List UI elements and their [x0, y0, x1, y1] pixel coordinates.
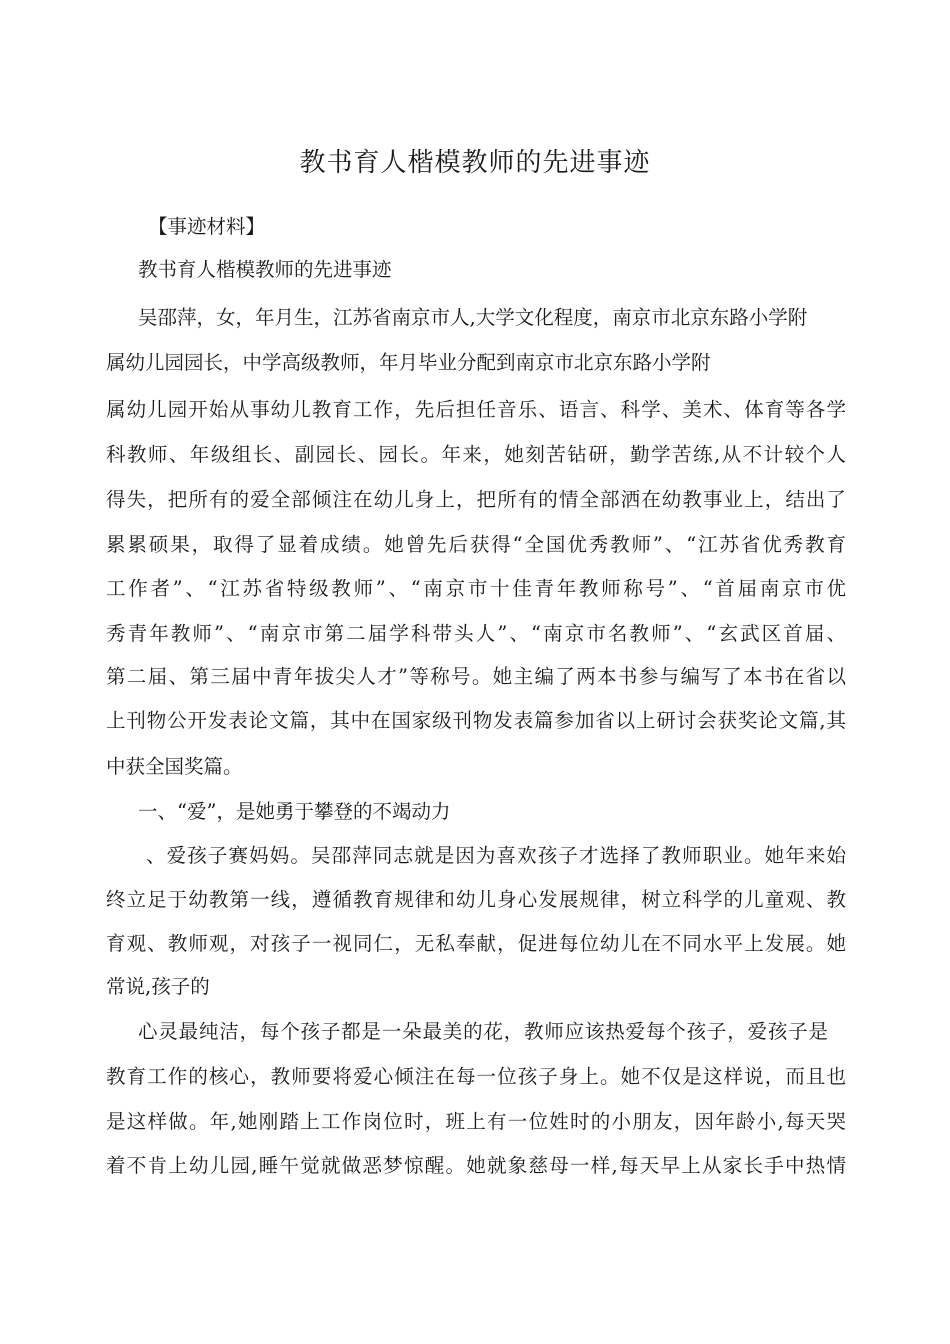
paragraph-line: 吴邵萍，女，年月生，江苏省南京市人,大学文化程度，南京市北京东路小学附: [138, 306, 808, 329]
paragraph-line: 育观、教师观，对孩子一视同仁，无私奉献，促进每位幼儿在不同水平上发展。她: [106, 932, 846, 955]
paragraph-line: 常说,孩子的: [106, 975, 210, 998]
paragraph-line: 属幼儿园园长，中学高级教师，年月毕业分配到南京市北京东路小学附: [106, 351, 711, 374]
paragraph-line: 秀青年教师”、“南京市第二届学科带头人”、“南京市名教师”、“玄武区首届、: [106, 622, 846, 645]
paragraph-line: 是这样做。年,她刚踏上工作岗位时，班上有一位姓时的小朋友，因年龄小,每天哭: [106, 1110, 846, 1133]
paragraph-line: 工作者”、“江苏省特级教师”、“南京市十佳青年教师称号”、“首届南京市优: [106, 577, 846, 600]
paragraph-line: 属幼儿园开始从事幼儿教育工作，先后担任音乐、语言、科学、美术、体育等各学: [106, 398, 846, 421]
paragraph-line: 心灵最纯洁，每个孩子都是一朵最美的花，教师应该热爱每个孩子，爱孩子是: [138, 1020, 828, 1043]
paragraph-line: 中获全国奖篇。: [106, 755, 243, 778]
paragraph-line: 科教师、年级组长、副园长、园长。年来，她刻苦钻研，勤学苦练,从不计较个人: [106, 443, 846, 466]
subtitle-line: 教书育人楷模教师的先进事迹: [138, 258, 392, 281]
section-heading: 一、“爱”，是她勇于攀登的不竭动力: [138, 800, 451, 823]
paragraph-line: 、爱孩子赛妈妈。吴邵萍同志就是因为喜欢孩子才选择了教师职业。她年来始: [146, 844, 846, 867]
paragraph-line: 上刊物公开发表论文篇，其中在国家级刊物发表篇参加省以上研讨会获奖论文篇,其: [106, 709, 846, 732]
paragraph-line: 累累硕果，取得了显着成绩。她曾先后获得“全国优秀教师”、“江苏省优秀教育: [106, 533, 846, 556]
section-label: 【事迹材料】: [148, 215, 266, 238]
paragraph-line: 终立足于幼教第一线，遵循教育规律和幼儿身心发展规律，树立科学的儿童观、教: [106, 888, 846, 911]
paragraph-line: 第二届、第三届中青年拔尖人才”等称号。她主编了两本书参与编写了本书在省以: [106, 665, 846, 688]
paragraph-line: 教育工作的核心，教师要将爱心倾注在每一位孩子身上。她不仅是这样说，而且也: [106, 1065, 846, 1088]
paragraph-line: 着不肯上幼儿园,睡午觉就做恶梦惊醒。她就象慈母一样,每天早上从家长手中热情: [106, 1154, 846, 1177]
document-title: 教书育人楷模教师的先进事迹: [299, 148, 651, 178]
paragraph-line: 得失，把所有的爱全部倾注在幼儿身上，把所有的情全部洒在幼教事业上，结出了: [106, 488, 846, 511]
